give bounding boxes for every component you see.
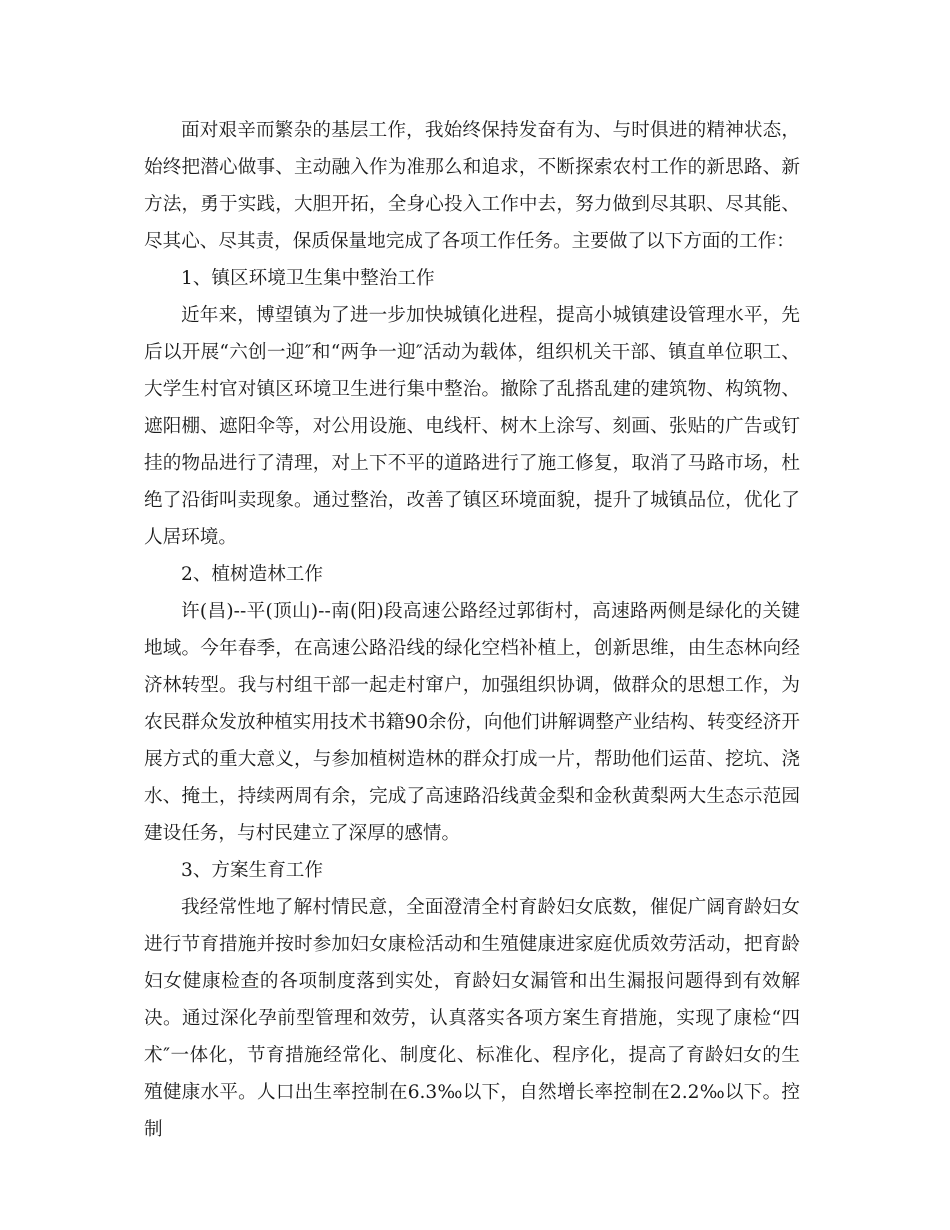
section-paragraph: 近年来，博望镇为了进一步加快城镇化进程，提高小城镇建设管理水平，先后以开展“六创一迎″和“两争一迎″活动为载体，组织机关干部、镇直单位职工、大学生村官对镇区环境卫生进行集中整治。撤除了乱搭乱建的建筑物、构筑物、遮阳棚、遮阳伞等，对公用设施、电线杆、树木上涂写、刻画、张贴的广告或钉挂的物品进行了清理，对上下不平的道路进行了施工修复，取消了马路市场，杜绝了沿街叫卖现象。通过整治，改善了镇区环境面貌，提升了城镇品位，优化了人居环境。 (144, 305, 800, 548)
document-body (144, 112, 800, 1148)
section-paragraph: 许(昌)--平(顶山)--南(阳)段高速公路经过郭街村，高速路两侧是绿化的关键地域。今年春季，在高速公路沿线的绿化空档补植上，创新思维，由生态林向经济林转型。我与村组干部一起走村窜户，加强组织协调，做群众的思想工作，为农民群众发放种植实用技术书籍90余份，向他们讲解调整产业结构、转变经济开展方式的重大意义，与参加植树造林的群众打成一片，帮助他们运苗、挖坑、浇水、掩土，持续两周有余，完成了高速路沿线黄金梨和金秋黄梨两大生态示范园建设任务，与村民建立了深厚的感情。 (144, 601, 800, 844)
section-heading: 2、植树造林工作 (181, 564, 323, 585)
section-heading: 1、镇区环境卫生集中整治工作 (181, 268, 435, 289)
intro-paragraph: 面对艰辛而繁杂的基层工作，我始终保持发奋有为、与时俱进的精神状态，始终把潜心做事、主动融入作为准那么和追求，不断探索农村工作的新思路、新方法，勇于实践，大胆开拓，全身心投入工作中去，努力做到尽其职、尽其能、尽其心、尽其责，保质保量地完成了各项工作任务。主要做了以下方面的工作： (144, 120, 800, 252)
section-paragraph: 我经常性地了解村情民意，全面澄清全村育龄妇女底数，催促广阔育龄妇女进行节育措施并按时参加妇女康检活动和生殖健康进家庭优质效劳活动，把育龄妇女健康检查的各项制度落到实处，育龄妇女漏管和出生漏报问题得到有效解决。通过深化孕前型管理和效劳，认真落实各项方案生育措施，实现了康检“四术″一体化，节育措施经常化、制度化、标准化、程序化，提高了育龄妇女的生殖健康水平。人口出生率控制在6.3‰以下，自然增长率控制在2.2‰以下。控制 (144, 897, 800, 1140)
section-heading: 3、方案生育工作 (181, 860, 323, 881)
